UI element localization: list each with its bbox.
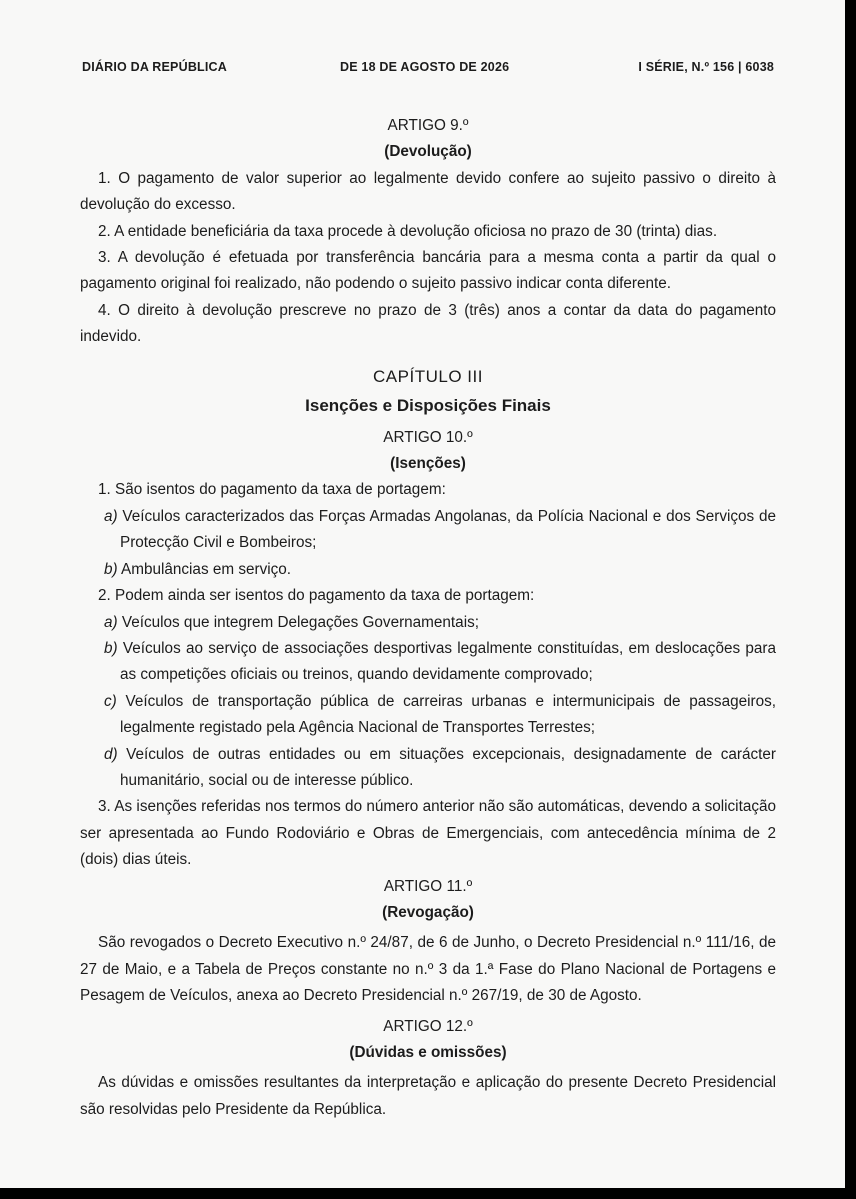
item-letter: b)	[104, 639, 118, 657]
paragraph: 4. O direito à devolução prescreve no prazo de 3 (três) anos a contar da data do pagamento indevido.	[80, 301, 776, 346]
article-subtitle: (Isenções)	[390, 455, 466, 473]
item-letter: c)	[104, 692, 117, 710]
item-letter: a)	[104, 507, 118, 525]
list-item	[80, 504, 776, 557]
list-item	[80, 557, 776, 583]
series-page-number: I SÉRIE, N.º 156 | 6038	[638, 60, 774, 74]
document-body	[80, 113, 776, 1123]
item-letter: b)	[104, 560, 118, 578]
article-12	[80, 1014, 776, 1124]
item-text: Veículos que integrem Delegações Governamentais;	[117, 613, 479, 631]
item-text: Veículos ao serviço de associações desportivas legalmente constituídas, em deslocações para as competições oficiais ou treinos, quando devidamente comprovado;	[117, 639, 776, 684]
article-subtitle: (Revogação)	[382, 903, 474, 921]
item-text: Veículos de outras entidades ou em situações excepcionais, designadamente de carácter humanitário, social ou de interesse público.	[117, 745, 776, 789]
article-10	[80, 425, 776, 874]
article-subtitle: (Dúvidas e omissões)	[349, 1044, 507, 1061]
item-text: Veículos de transportação pública de carreiras urbanas e intermunicipais de passageiros, legalmente registado pela Agência Nacional de Transportes Terrestes;	[116, 692, 776, 737]
paragraph: 2. Podem ainda ser isentos do pagamento da taxa de portagem:	[98, 587, 535, 605]
article-title: ARTIGO 12.º	[383, 1017, 473, 1035]
article-subtitle: (Devolução)	[384, 143, 472, 161]
article-title: ARTIGO 9.º	[387, 117, 469, 134]
list-item	[80, 742, 776, 795]
article-9	[80, 113, 776, 351]
paragraph: 1. São isentos do pagamento da taxa de portagem:	[98, 481, 446, 499]
paragraph: 2. A entidade beneficiária da taxa procede à devolução oficiosa no prazo de 30 (trinta) dias.	[98, 222, 718, 240]
list-item	[80, 610, 776, 636]
list-item	[80, 689, 776, 742]
chapter-heading	[80, 363, 776, 421]
item-letter: a)	[104, 613, 118, 631]
page-header	[80, 60, 774, 84]
chapter-title: CAPÍTULO III	[373, 366, 483, 386]
paragraph: 3. As isenções referidas nos termos do número anterior não são automáticas, devendo a solicitação ser apresentada ao Fundo Rodoviário e Obras de Emergenciais, com antecedência mínima de 2 (dois) dias úteis.	[80, 798, 776, 869]
paragraph: 1. O pagamento de valor superior ao legalmente devido confere ao sujeito passivo o direito à devolução do excesso.	[80, 169, 776, 214]
paragraph: São revogados o Decreto Executivo n.º 24/87, de 6 de Junho, o Decreto Presidencial n.º 111/16, de 27 de Maio, e a Tabela de Preços constante no n.º 3 da 1.ª Fase do Plano Nacional de Portagens e Pesagem de Veículos, anexa ao Decreto Presidencial n.º 267/19, de 30 de Agosto.	[80, 934, 776, 1005]
paragraph: 3. A devolução é efetuada por transferência bancária para a mesma conta a partir da qual o pagamento original foi realizado, não podendo o sujeito passivo indicar conta diferente.	[80, 249, 776, 293]
item-text: Ambulâncias em serviço.	[117, 560, 292, 578]
article-title: ARTIGO 11.º	[383, 877, 473, 895]
article-11	[80, 874, 776, 1010]
chapter-subtitle: Isenções e Disposições Finais	[305, 395, 551, 415]
item-letter: d)	[104, 745, 118, 763]
publication-name: DIÁRIO DA REPÚBLICA	[82, 60, 228, 74]
paragraph: As dúvidas e omissões resultantes da interpretação e aplicação do presente Decreto Presidencial são resolvidas pelo Presidente da República.	[80, 1074, 776, 1118]
list-item	[80, 636, 776, 689]
article-title: ARTIGO 10.º	[383, 428, 473, 446]
publication-date: DE 18 DE AGOSTO DE 2026	[340, 60, 510, 74]
item-text: Veículos caracterizados das Forças Armadas Angolanas, da Polícia Nacional e dos Serviços de Protecção Civil e Bombeiros;	[117, 507, 776, 552]
